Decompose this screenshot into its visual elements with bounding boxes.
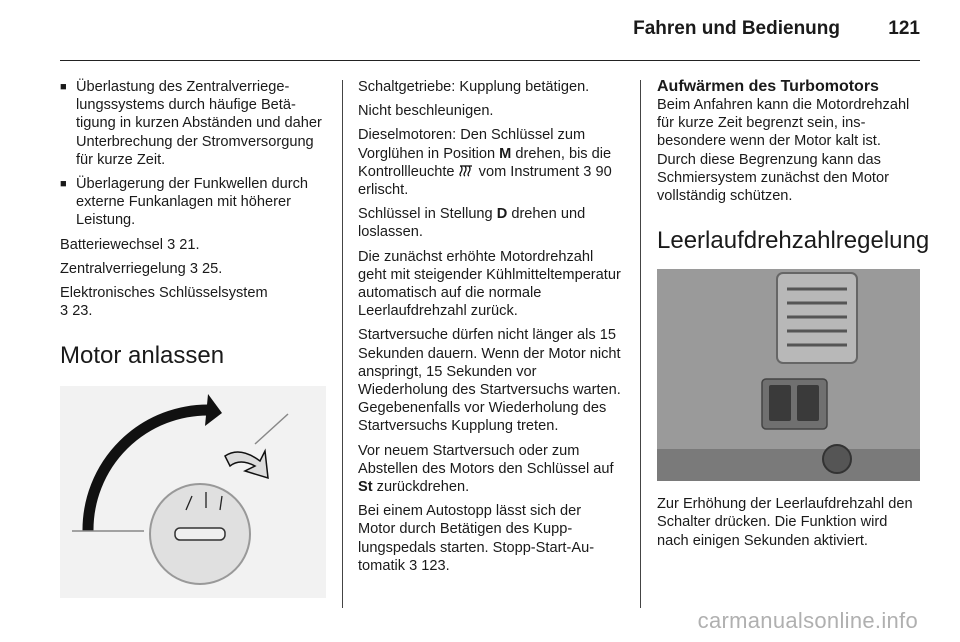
bullet-item: ■ Überlastung des Zentralverriegelungssystems durch häufige Betätigung in kurzen Abständen und daher Unterbrechung der Stromversorgung für kurze Zeit. [60, 78, 326, 169]
paragraph: Nicht beschleunigen. [358, 103, 494, 120]
paragraph: Die zunächst erhöhte Motordrehzahl geht mit steigender Kühlmitteltemperatur automatisch auf die normale Leerlaufdrehzahl zurück. [358, 248, 621, 320]
idle-switch-photo [657, 269, 920, 481]
paragraph: Vor neuem Startversuch oder zum Abstellen des Motors den Schlüssel auf St zurückdrehen. [358, 442, 614, 496]
column-divider [640, 80, 641, 608]
heading-motor-anlassen: Motor anlassen [60, 342, 225, 370]
column-middle [358, 78, 622, 581]
reference-arrow-icon: 3 [583, 163, 592, 180]
column-right [657, 78, 930, 556]
paragraph: Schlüssel in Stellung D drehen und loslassen. [358, 206, 586, 241]
page-number: 121 [888, 18, 920, 39]
cross-reference[interactable]: Zentralverriegelung 3 25. [60, 260, 223, 277]
heading-leerlauf: Leerlaufdrehzahlregelung [657, 227, 930, 255]
reference-arrow-icon: 3 [60, 303, 69, 320]
cross-reference[interactable]: Elektronisches Schlüsselsystem 3 23. [60, 285, 268, 320]
column-divider [342, 80, 343, 608]
paragraph: Bei einem Autostopp lässt sich der Motor durch Betätigen des Kupplungspedals starten. Stopp-Start-Automatik 3 123. [358, 503, 595, 574]
page-header [60, 0, 920, 61]
reference-arrow-icon: 3 [189, 260, 198, 277]
paragraph: Zur Erhöhung der Leerlaufdrehzahl den Schalter drücken. Die Funktion wird nach einigen Sekunden aktiviert. [657, 496, 913, 549]
ignition-illustration [60, 386, 326, 598]
reference-arrow-icon: 3 [409, 557, 418, 574]
watermark: carmanualsonline.info [697, 608, 918, 633]
column-left [60, 78, 326, 598]
reference-arrow-icon: 3 [167, 236, 176, 253]
subheading-turbo: Aufwärmen des Turbomotors [657, 78, 879, 95]
paragraph: Startversuche dürfen nicht länger als 15 Sekunden dauern. Wenn der Motor nicht anspringt, 15 Sekunden vor Wiederholung des Startversuchs warten. Gegebenenfalls vor Wiederholung des Startversuchs Kupplung treten. [358, 327, 621, 435]
glow-plug-icon [459, 164, 475, 176]
bullet-item: ■ Überlagerung der Funkwellen durch externe Funkanlagen mit höherer Leistung. [60, 175, 326, 230]
paragraph: Dieselmotoren: Den Schlüssel zum Vorglühen in Position M drehen, bis die Kontrollleuchte vom Instrument 3 90 erlischt. [358, 127, 612, 199]
paragraph: Beim Anfahren kann die Motordrehzahl für kurze Zeit begrenzt sein, insbesondere wenn der Motor kalt ist. Durch diese Begrenzung kann das Schmiersystem zunächst den Motor vollständig schützen. [657, 97, 910, 205]
paragraph: Schaltgetriebe: Kupplung betätigen. [358, 79, 590, 95]
section-title: Fahren und Bedienung [633, 18, 840, 39]
cross-reference[interactable]: Batteriewechsel 3 21. [60, 236, 200, 253]
